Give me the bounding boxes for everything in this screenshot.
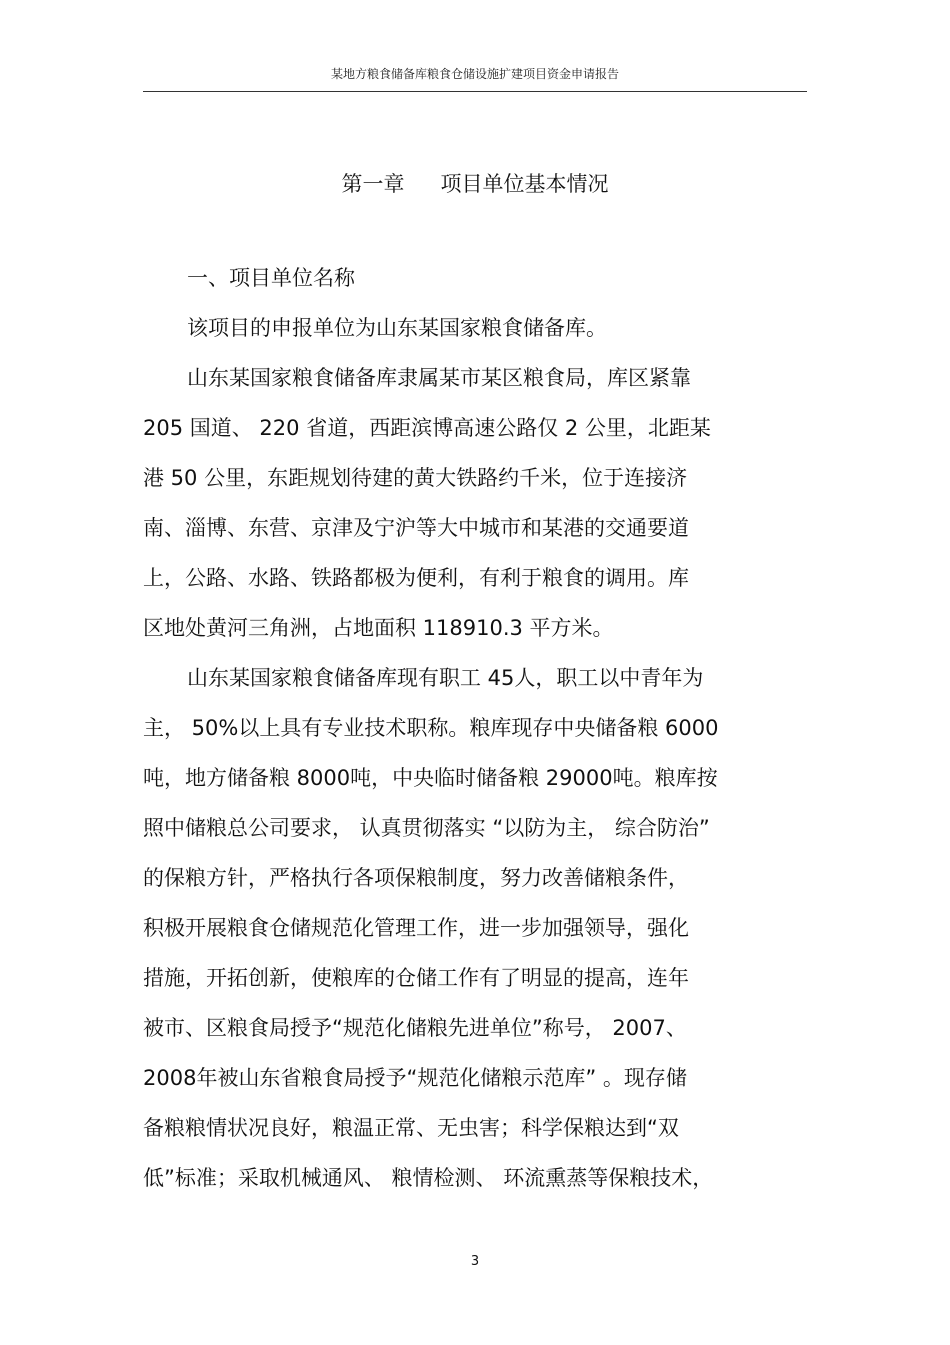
chapter-number: 第一章 (341, 172, 405, 196)
page-number: 3 (470, 1254, 480, 1269)
header-divider (143, 91, 807, 92)
chapter-heading (0, 170, 950, 198)
body-line: 积极开展粮食仓储规范化管理工作，进一步加强领导，强化 (143, 916, 689, 940)
body-line: 上，公路、水路、铁路都极为便利，有利于粮食的调用。库 (143, 566, 689, 590)
body-line: 备粮粮情状况良好，粮温正常、无虫害；科学保粮达到“双 (143, 1116, 679, 1140)
body-line: 山东某国家粮食储备库隶属某市某区粮食局，库区紧靠 (187, 366, 691, 390)
body-line: 区地处黄河三角洲，占地面积 118910.3 平方米。 (143, 616, 614, 640)
body-line: 205 国道、 220 省道，西距滨博高速公路仅 2 公里，北距某 (143, 416, 711, 440)
body-line: 南、淄博、东营、京津及宁沪等大中城市和某港的交通要道 (143, 516, 689, 540)
body-line: 的保粮方针，严格执行各项保粮制度，努力改善储粮条件， (143, 866, 689, 890)
body-line: 吨，地方储备粮 8000吨，中央临时储备粮 29000吨。粮库按 (143, 766, 718, 790)
running-header-title: 某地方粮食储备库粮食仓储设施扩建项目资金申请报告 (330, 67, 619, 81)
body-line: 山东某国家粮食储备库现有职工 45人，职工以中青年为 (187, 666, 704, 690)
body-line: 被市、区粮食局授予“规范化储粮先进单位”称号， 2007、 (143, 1016, 687, 1040)
section-heading: 一、项目单位名称 (187, 266, 355, 290)
body-line: 2008年被山东省粮食局授予“规范化储粮示范库” 。现存储 (143, 1066, 687, 1090)
body-line: 主， 50%以上具有专业技术职称。粮库现存中央储备粮 6000 (143, 716, 719, 740)
body-line: 措施，开拓创新，使粮库的仓储工作有了明显的提高，连年 (143, 966, 689, 990)
body-line: 低”标准；采取机械通风、 粮情检测、 环流熏蒸等保粮技术， (143, 1166, 714, 1190)
body-line: 该项目的申报单位为山东某国家粮食储备库。 (187, 316, 607, 340)
chapter-title: 项目单位基本情况 (440, 172, 609, 196)
body-line: 照中储粮总公司要求， 认真贯彻落实 “以防为主， 综合防治” (143, 816, 710, 840)
body-line: 港 50 公里，东距规划待建的黄大铁路约千米，位于连接济 (143, 466, 688, 490)
